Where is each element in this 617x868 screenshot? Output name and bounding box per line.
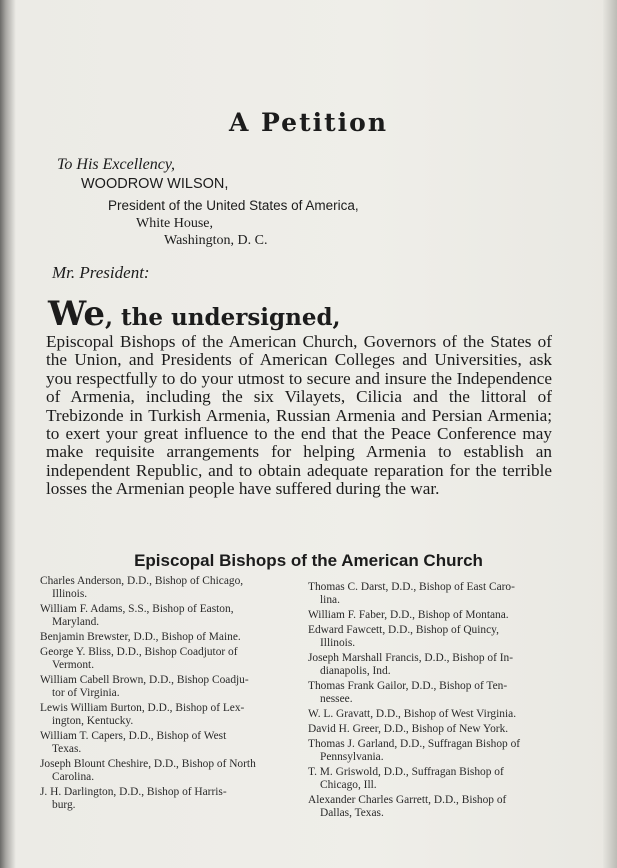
bishops-column-left [40, 575, 280, 814]
petition-body: Episcopal Bishops of the American Church, Governors of the States of the Union, and Presidents of American Colleges and Universities, ask you respectfully to do your utmost to secure and insure the Independence of Armenia, including the six Vilayets, Cilicia and the littoral of Trebizonde in Turkish Armenia, Russian Armenia and Persian Armenia; to exert your great influence to the end that the Peace Conference may make requisite arrangements for helping Armenia to establish an independent Republic, and to obtain adequate reparation for the terrible losses the Armenian people have suffered during the war. [46, 332, 552, 499]
section-heading: Episcopal Bishops of the American Church [134, 551, 483, 570]
list-item: Charles Anderson, D.D., Bishop of Chicago, Illinois. [40, 575, 244, 600]
list-item: Edward Fawcett, D.D., Bishop of Quincy, Illinois. [308, 624, 499, 649]
list-item: Benjamin Brewster, D.D., Bishop of Maine. [40, 631, 241, 643]
bishops-column-right [308, 581, 548, 822]
petition-title: A Petition [228, 108, 389, 137]
list-item: William F. Faber, D.D., Bishop of Montana. [308, 609, 509, 621]
list-item: J. H. Darlington, D.D., Bishop of Harris- burg. [40, 786, 227, 811]
address-line-4: White House, [136, 216, 213, 231]
list-item: W. L. Gravatt, D.D., Bishop of West Virginia. [308, 708, 517, 720]
list-item: Thomas J. Garland, D.D., Suffragan Bishop of Pennsylvania. [308, 738, 521, 763]
salutation: Mr. President: [52, 263, 150, 282]
list-item: Joseph Marshall Francis, D.D., Bishop of In- dianapolis, Ind. [308, 652, 514, 677]
list-item: Alexander Charles Garrett, D.D., Bishop of Dallas, Texas. [308, 794, 507, 819]
list-item: William Cabell Brown, D.D., Bishop Coadju- tor of Virginia. [40, 674, 249, 699]
list-item: Joseph Blount Cheshire, D.D., Bishop of North Carolina. [40, 758, 256, 783]
list-item: William T. Capers, D.D., Bishop of West Texas. [40, 730, 227, 755]
list-item: Thomas Frank Gailor, D.D., Bishop of Ten- nessee. [308, 680, 508, 705]
opening-line [48, 294, 341, 334]
list-item: William F. Adams, S.S., Bishop of Easton, Maryland. [40, 603, 234, 628]
address-line-1: To His Excellency, [57, 156, 176, 173]
list-item: George Y. Bliss, D.D., Bishop Coadjutor of Vermont. [40, 646, 238, 671]
opening-rest: , the undersigned, [105, 304, 341, 331]
list-item: Thomas C. Darst, D.D., Bishop of East Caro- lina. [308, 581, 515, 606]
list-item: T. M. Griswold, D.D., Suffragan Bishop of Chicago, Ill. [308, 766, 504, 791]
address-line-3: President of the United States of America, [108, 198, 359, 213]
address-line-5: Washington, D. C. [164, 233, 268, 248]
list-item: David H. Greer, D.D., Bishop of New York. [308, 723, 509, 735]
drop-initial: We [48, 294, 106, 334]
list-item: Lewis William Burton, D.D., Bishop of Lex- ington, Kentucky. [40, 702, 245, 727]
address-line-2: WOODROW WILSON, [81, 176, 229, 192]
